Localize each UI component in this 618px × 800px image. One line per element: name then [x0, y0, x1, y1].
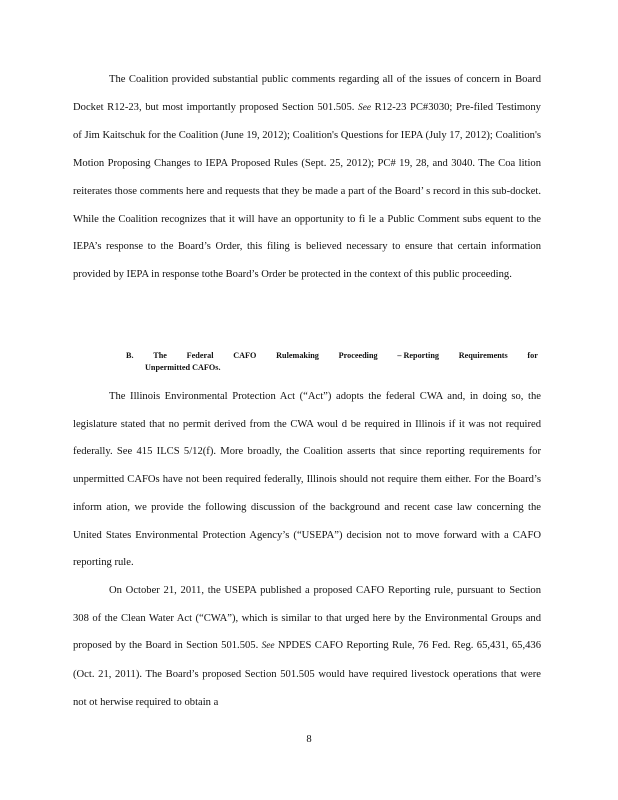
heading-word: Rulemaking	[276, 351, 319, 360]
see-signal-1: See	[358, 102, 372, 113]
section-heading-b	[126, 350, 538, 374]
heading-line-2: Unpermitted CAFOs.	[145, 363, 221, 372]
paragraph-1-text-a: The Coalition provided substantial public comments regarding all of the issues of concern in Board Docket R12-23, but most importantly proposed Section 501.505.	[73, 74, 541, 113]
paragraph-3-text-b: NPDES CAFO Reporting Rule, 76 Fed. Reg. 65,431, 65,436 (Oct. 21, 2011). The Board’s proposed Section 501.505 would have required livestock operations that were not ot herwise required to obtain a	[73, 640, 542, 708]
heading-word: The	[153, 351, 167, 360]
heading-line-1	[126, 350, 538, 362]
see-signal-2: See	[261, 641, 275, 652]
paragraph-3-text-a: On October 21, 2011, the USEPA published a proposed CAFO Reporting rule, pursuant to Section 308 of the Clean Water Act (“CWA”), which is similar to that urged here by the Environmental Groups and proposed by the Board in Section 501.505.	[73, 585, 541, 652]
heading-word: CAFO	[233, 351, 257, 360]
heading-word: Federal	[186, 351, 214, 360]
body-paragraph-3	[73, 577, 541, 717]
body-paragraph-1	[73, 66, 541, 289]
paragraph-1-text-b: R12-23 PC#3030; Pre-filed Testimony of Jim Kaitschuk for the Coalition (June 19, 2012); Coalition's Questions for IEPA (July 17, 2012); Coalition's Motion Proposing Changes to IEPA Proposed Rules (Sept. 25, 2012); PC# 19, 28, and 3040. The Coa lition reiterates those comments here and requests that they be made a part of the Board’ s record in this sub-docket. While the Coalition recognizes that it will have an opportunity to fi le a Public Comment subs equent to the IEPA’s response to the Board’s Order, this filing is believed necessary to ensure that certain information provided by IEPA in response tothe Board’s Order be protected in the context of this public proceeding.	[73, 101, 541, 280]
body-paragraph-2: The Illinois Environmental Protection Act (“Act”) adopts the federal CWA and, in doing so, the legislature stated that no permit derived from the CWA woul d be required in Illinois if it was not required federally. See 415 ILCS 5/12(f). More broadly, the Coalition asserts that since reporting requirements for unpermitted CAFOs have not been required federally, Illinois should not require them either. For the Board’s inform ation, we provide the following discussion of the background and recent case law concerning the United States Environmental Protection Agency’s (“USEPA”) decision not to move forward with a CAFO reporting rule.	[73, 391, 541, 569]
heading-word: for	[527, 351, 538, 360]
heading-word: – Reporting	[397, 351, 439, 360]
page-number: 8	[306, 734, 312, 745]
heading-word: Requirements	[458, 351, 508, 360]
heading-word: Proceeding	[338, 351, 378, 360]
heading-word: B.	[126, 351, 134, 360]
